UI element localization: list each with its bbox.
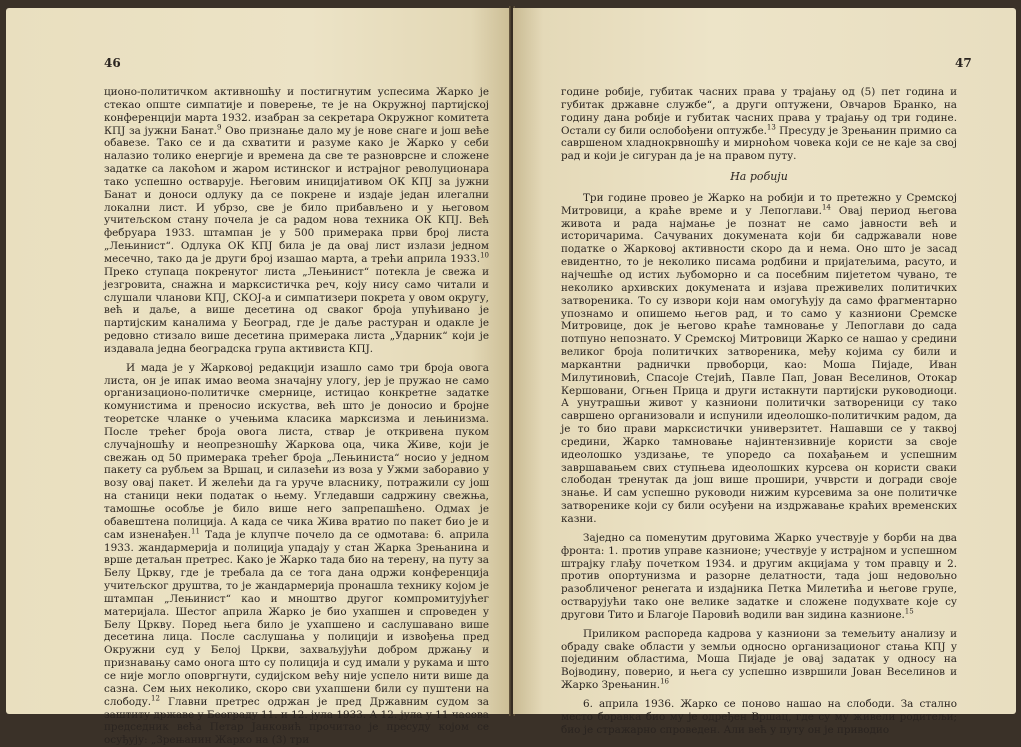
section-heading: На робији <box>730 170 788 184</box>
paragraph: И мада је у Жарковој редакцији изашло само три броја овога листа, он је ипак имао веома значајну улогу, јер је пружао не само организационо-политичке смернице, истицао конкретне задатке комунистима и преносио искуства, већ што је доносио и бројне теоретске чланке о учењима класика марксизма и лењинизма. После трећег броја овога листа, ствар је откривена пуком случајношћу и неопрезношћу Жаркова оца, чика Живе, који је свежањ од 50 примерака трећег броја „Лењиниста“ носио у једном пакету са рубљем за Вршац, и силазећи из воза у Ужми заборавио у возу овај пакет. И желећи да га уруче власнику, потражили су још на станици неки податак о њему. Угледавши садржину свежња, тамошње особље је било више него запрепашћено. Одмах је обавештена полиција. А када се чика Жива вратио по пакет био је и сам изненађен.$^{11}$ Тада је клупче почело да се одмотава: 6. априла 1933. жандармерија и полиција упадају у стан Жарка Зрењанина и врше детаљан претрес. Како је Жарко тада био на терену, на путу за Белу Цркву, где је требала да се тога дана одржи конференција учитељског друштва, то је жандармерија пронашла технику којом је штампан „Лењинист“ као и мноштво другог компромитујућег материјала. Шестог априла Жарко је био ухапшен и спроведен у Белу Цркву. Поред њега било је ухапшено и саслушавано више десетина лица. После саслушања у полицији и извођења пред Окружни суд у Белој Цркви, захваљујући добром држању и признавању само онога што су полиција и суд имали у рукама и што се није могло оповргнути, судијском већу није успело нити више да сазна. Сем њих неколико, скоро сви ухапшени били су пуштени на слободу.$^{12}$ Главни претрес одржан је пред Државним судом за заштиту државе у Београду 11. и 12. јула 1933. А 12. јула у 11 часова председник већа Петар Јанковић прочитао је пресуду којом се осуђују: „Зрењанин Жарко на (3) три <box>104 361 489 747</box>
paragraph: 6. априла 1936. Жарко се поново нашао на слободи. За стално место боравка био му је одређен Вршац, где су му живели родитељи; био је стражарно спроведен. Али већ у путу он је приводио <box>561 697 957 736</box>
page-number-right: 47 <box>955 56 972 70</box>
right-page-text <box>561 86 957 737</box>
paragraph: ционо-политичком активношћу и постигнутим успесима Жарко је стекао опште симпатије и поверење, те је на Окружној партијској конференцији марта 1932. изабран за секретара Окружног комитета КПЈ за јужни Банат.$^9$ Ово признање дало му је нове снаге и још веће обавезе. Тако се и да схватити и разуме како је Жарко у себи налазио толико енергије и времена да све те разноврсне и сложене задатке са лакоћом и жаром истинског и истрајног револуционара тако успешно остварује. Његовим иницијативом ОК КПЈ за јужни Банат и доноси одлуку да се покрене и издаје један илегални локални лист. И убрзо, све је било прибављено и у његовом учитељском стану почела је са радом нова техника ОК КПЈ. Већ фебруара 1933. штампан је у 500 примерака први број листа „Лењинист“. Одлука ОК КПЈ била је да овај лист излази једном месечно, тако да је други број изашао марта, а трећи априла 1933.10 Преко ступаца покренутог листа „Лењинист“ потекла је свежа и језгровита, снажна и марксистичка реч, коју нису само читали и слушали чланови КПЈ, СКОЈ-а и симпатизери покрета у овом округу, већ и даље, а више десетина од сваког броја упућивано је партијским каналима у Београд, где је даље растуран и одакле је редовно стизало више десетина примерака листа „Ударник“ који је издавала једна београдска група активиста КПЈ. <box>104 86 489 355</box>
left-page <box>6 8 511 747</box>
paragraph: Приликом распореда кадрова у казниони за темељиту анализу и обраду свake области у земљи односно организационог стања КПЈ у појединим областима, Моша Пијаде је овај задатак у односу на Војводину, поверио, и њега су успешно извршили Јован Веселинов и Жарко Зрењанин.$^{16}$ <box>561 627 957 692</box>
paragraph: године робије, губитак часних права у трајању од (5) пет година и губитак државне службе“, а други оптужени, Овчаров Бранко, на годину дана робије и губитак часних права у трајању од три године. Остали су били ослобођени оптужбе.$^{13}$ Пресуду је Зрењанин примио са савршеном хладнокрвношћу и мирноћом човека који се не каје за свој рад и који је сигуран да је на правом путу. <box>561 86 957 163</box>
right-page <box>513 8 1016 736</box>
page-number-left: 46 <box>104 56 121 70</box>
left-page-text <box>104 86 489 747</box>
paragraph: Заједно са поменутим друговима Жарко учествује у борби на два фронта: 1. против управе казнионе; учествује у истрајном и успешном штрајку глађу почетком 1934. и другим акцијама у том правцу и 2. против опортунизма и разорне делатности, тада још недовољно разобличеног ренегата и издајника Петка Милетића и његове групе, остварујући тако оне велике задатке и сложене подухвате које су другови Тито и Благоје Паровић водили ван зидина казнионе.$^{15}$ <box>561 531 957 621</box>
paragraph: Три године провео је Жарко на робији и то претежно у Сремској Митровици, а краће време и у Лепоглави.$^{14}$ Овај период његова живота и рада најмање је познат не само јавности већ и историчарима. Сачуваних докумената који би садржавали нове податке о Жарковој активности скоро да и нема. Оно што је засад евидентно, то је неколико писама родбини и пријатељима, расуто, и најчешће од истих љубоморно и са посебним пијететом чувано, те неколико архивских докумената и изјава преживелих политичких затвореника. То су извори који нам омогућују да само фрагментарно упознамо и опишемо његов рад, и то само у казниони Сремске Митровице, док је његово краће тамновање у Лепоглави до сада потпуно непознато. У Сремској Митровици Жарко се нашао у средини великог броја политичких затвореника, међу којима су били и маркантни раднички првоборци, као: Моша Пијаде, Иван Милутиновић, Спасоје Стејић, Павле Пап, Јован Веселинов, Отокар Кершовани, Огњен Прица и други истакнути партијски руководиоци. А унутрашњи живот у казниони политички затвореници су тако савршено организовали и испунили идеолошко-политичким радом, да је то био прави марксистички универзитет. Нашавши се у таквој средини, Жарко тамновање најинтензивније користи за своје идеолошко уздизање, те упоредо са похађањем и успешним завршавањем свих ступњева идеолошких курсева он користи сваки слободан тренутак да још више прошири, учврсти и догради своје знање. И сам успешно руководи нижим курсевима за оне политичке затворенике који су били осуђени на издржавање краћих временских казни. <box>561 191 957 525</box>
